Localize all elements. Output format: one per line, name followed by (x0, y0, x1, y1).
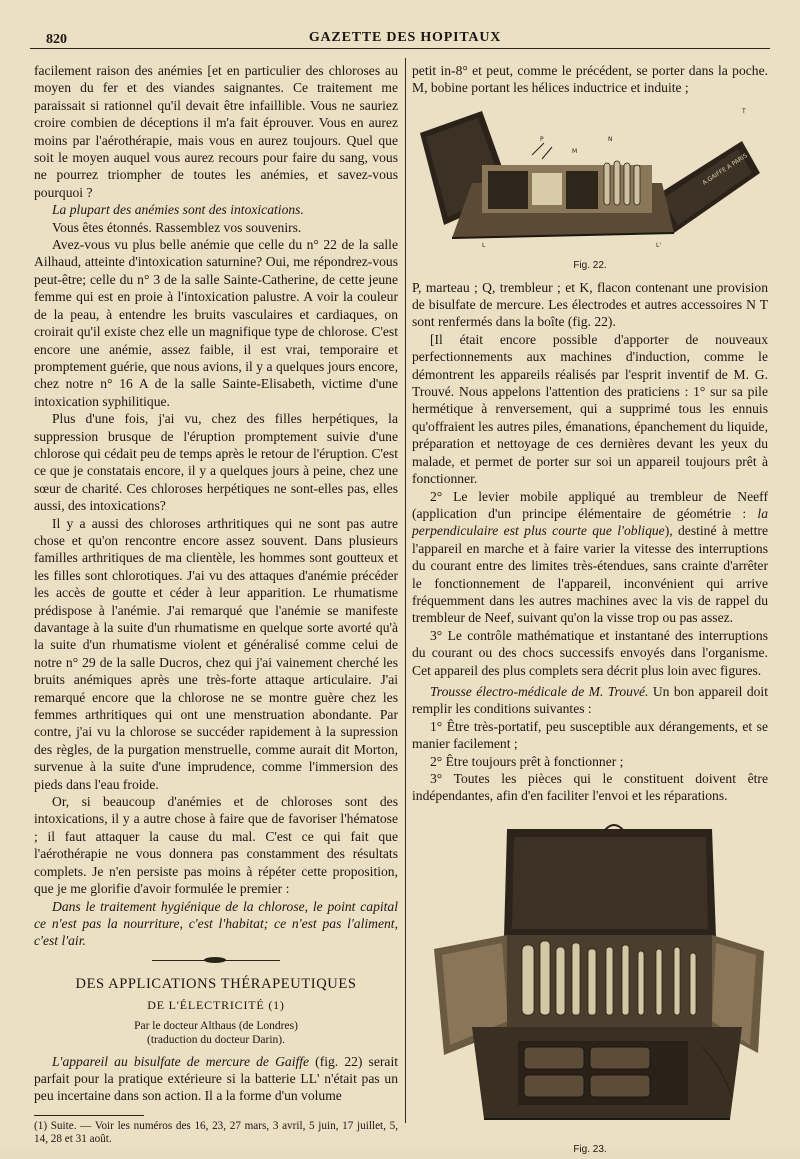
paragraph: Avez-vous vu plus belle anémie que celle du n° 22 de la salle Ailhaud, atteinte d'intoxication saturnine? Oui, me répondrez-vous peut-être; celle du n° 3 de la salle Sainte-Catherine, de cette jeune femme qui est en proie à l'intoxication palustre. A voir la couleur de la peau, à entendre les bruits vasculaires et cardiaques, on croirait qu'il existe chez elle un magnifique type de chlorose. C'est encore une anémie, assez faible, il est vrai, temporaire et promptement guérie, que nous avions, il y a quelques jours encore, chez notre n° 16 A de la salle Sainte-Elisabeth, victime d'une intoxication syphilitique. (34, 237, 398, 409)
paragraph: [Il était encore possible d'apporter de nouveaux perfectionnements aux machines d'induction, comme le démontrent les appareils réalisés par l'esprit inventif de M. G. Trouvé. Nous appelons l'attention des praticiens : 1° sur sa pile hermétique à renversement, qui a supprimé tous les ennuis qu'offraient les autres piles, émanations, épanchement du liquide, préparation et nettoyage de ces dernières devant les yeux du malade, et permet de porter sur soi un appareil toujours prêt à fonctionner. (412, 331, 768, 487)
paragraph-italic: Dans le traitement hygiénique de la chlorose, le point capital ce n'est pas la nourriture, c'est l'habitat; ce n'est pas l'aliment, c'est l'air. (34, 898, 398, 949)
figure-23-caption: Fig. 23. (573, 1144, 607, 1156)
trouve-trousse-engraving (412, 817, 768, 1137)
list-item: 1° Être très-portatif, peu susceptible aux dérangements, et se manier facilement ; (412, 718, 768, 752)
svg-text:N: N (608, 135, 613, 143)
column-divider (405, 58, 406, 1123)
left-column (34, 62, 398, 1147)
paragraph: L'appareil au bisulfate de mercure de Gaiffe (fig. 22) serait parfait pour la pratique extérieure si la batterie LL' n'était pas un peu incertaine dans son action. Il a la forme d'un volume (34, 1053, 398, 1104)
paragraph: P, marteau ; Q, trembleur ; et K, flacon contenant une provision de bisulfate de mercure. Les électrodes et autres accessoires N T sont renfermés dans la boîte (fig. 22). (412, 279, 768, 330)
footnote: (1) Suite. — Voir les numéros des 16, 23, 27 mars, 3 avril, 5 juin, 17 juillet, 5, 14, 28 et 31 août. (34, 1119, 398, 1146)
page-number: 820 (46, 32, 67, 47)
page-header (40, 28, 770, 50)
section-title: DES APPLICATIONS THÉRAPEUTIQUES (75, 975, 357, 992)
paragraph: 2° Le levier mobile appliqué au trembleur de Neeff (application d'un principe élémentaire de géométrie : la perpendiculaire est plus courte que l'oblique), destiné à mettre l'appareil en marche et à faire varier la vitesse des interruptions du courant entre des limites très-étendues, sans crainte d'arrêter le fonctionnement de l'appareil, inconvénient qui arrive fréquemment dans les autres machines avec la vis de rappel du trembleur de Neef, suivant qu'on la visse trop ou pas assez. (412, 488, 768, 626)
paragraph: Or, si beaucoup d'anémies et de chloroses sont des intoxications, il y a autre chose à faire que de favoriser l'hématose ; il faut attaquer la cause du mal. C'est ce qui fait que l'aérothérapie ne vous donnera pas constamment des résultats complets. Je n'en persiste pas moins à répéter cette proposition, que je me glorifie d'avoir formulée le premier : (34, 794, 398, 897)
svg-text:T: T (742, 107, 746, 115)
footnote-rule (34, 1115, 144, 1116)
svg-text:L: L (482, 241, 486, 249)
paragraph: Il y a aussi des chloroses arthritiques qui ne sont pas autre chose et qu'on rencontre encore assez souvent. Dans plusieurs familles arthritiques de ma clientèle, les hommes sont goutteux et les filles sont chlorotiques. J'ai vu des attaques d'anémie précéder les accès de goutte et céder à leur apparition. Le rhumatisme prédispose à l'anémie. J'ai remarqué que l'anémie se manifeste davantage à la suite d'un rhumatisme en quelque sorte avorté qu'à la suite d'un rhumatisme violent et généralisé comme celui de notre n° 29 de la salle Ducros, chez qui j'ai vainement cherché les bruits anémiques après une très-forte attaque articulaire. J'ai remarqué encore que la chlorose ne se montre guère chez les femmes arthritiques qui ont une menstruation abondante. Par contre, j'ai vu la chlorose se succéder rapidement à la supression des règles, de la purgation menstruelle, comme aurait dit Morton, survenue à la suite d'une imprudence, comme l'immersion des pieds dans l'eau froide. (34, 515, 398, 792)
right-column (412, 62, 768, 1159)
paragraph: Trousse électro-médicale de M. Trouvé. Un bon appareil doit remplir les conditions suivantes : (412, 683, 768, 717)
running-title: GAZETTE DES HOPITAUX (308, 30, 502, 45)
svg-text:L': L' (656, 241, 661, 249)
svg-text:M: M (572, 147, 578, 155)
section-subtitle: DE L'ÉLECTRICITÉ (1) (147, 998, 285, 1013)
svg-text:A.GAIFFE A PARIS: A.GAIFFE A PARIS (701, 152, 749, 187)
paragraph: Vous êtes étonnés. Rassemblez vos souvenirs. (52, 219, 302, 235)
paragraph: facilement raison des anémies [et en particulier des chloroses au moyen du fer et des viandes saignantes. Ce traitement me paraissait si rationnel qu'il devait être infaillible. Vous ne sauriez croire combien de déceptions il m'a fait éprouver. Vous en aurez moins par l'aérothérapie, mais vous en aurez toujours. Quel que soit le moyen auquel vous aurez recours pour faire du sang, vous ne pourrez triompher de toutes les anémies, et savez-vous pourquoi ? (34, 63, 398, 200)
header-rule (30, 48, 770, 49)
list-item: 3° Toutes les pièces qui le constituent doivent être indépendantes, afin d'en faciliter l'envoi et les réparations. (412, 771, 768, 804)
list-item: 2° Être toujours prêt à fonctionner ; (430, 753, 624, 769)
figure-23 (412, 817, 768, 1159)
paragraph: Plus d'une fois, j'ai vu, chez des filles herpétiques, la suppression brusque de l'éruption promptement suivie d'une chlorose qui cédait peu de temps après le retour de l'éruption. C'est ce que je constatais encore, il y a quelques jours à peine, chez une sœur de charité. Ces chloroses herpétiques ne sont-elles pas, elles aussi, des intoxications? (34, 411, 398, 514)
svg-text:P: P (540, 135, 544, 143)
gaiffe-apparatus-engraving (412, 103, 768, 253)
figure-22-caption: Fig. 22. (573, 260, 607, 272)
paragraph: petit in-8° et peut, comme le précédent, se porter dans la poche. M, bobine portant les hélices inductrice et induite ; (412, 63, 768, 96)
paragraph: 3° Le contrôle mathématique et instantané des interruptions du courant ou des chocs successifs envoyés dans l'organisme. Cet appareil des plus complets sera décrit plus loin avec figures. (412, 627, 768, 678)
ornamental-separator (34, 950, 398, 972)
paragraph-italic: La plupart des anémies sont des intoxications. (52, 202, 304, 218)
figure-22 (412, 103, 768, 275)
byline: Par le docteur Althaus (de Londres) (traduction du docteur Darin). (134, 1019, 298, 1046)
